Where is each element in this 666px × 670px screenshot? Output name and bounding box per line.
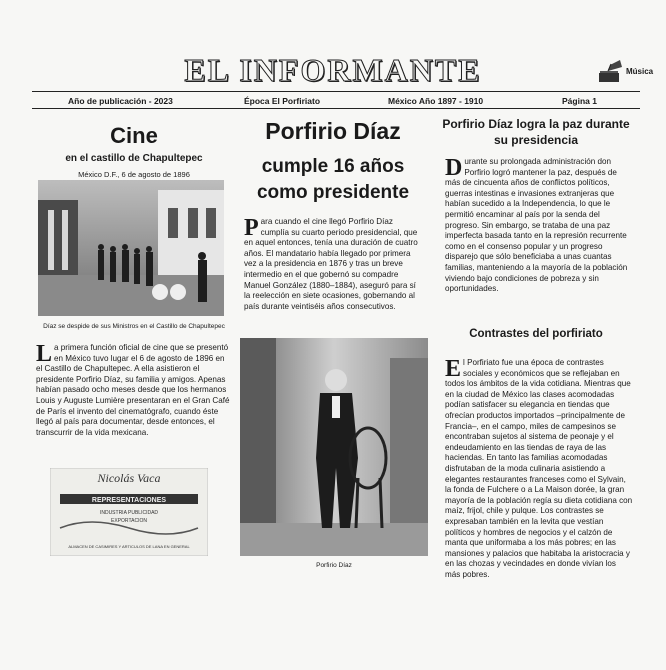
cine-dropcap: L	[36, 341, 53, 367]
cine-photo-caption: Díaz se despide de sus Ministros en el Castillo de Chapultepec	[43, 323, 225, 330]
ticket-banner: REPRESENTACIONES	[91, 497, 167, 504]
porfirio-dropcap: P	[244, 215, 259, 241]
paz-article	[445, 157, 633, 295]
masthead-title: EL INFORMANTE	[184, 52, 482, 88]
ticket-signature: Nicolás Vaca	[97, 471, 161, 485]
porfirio-title: Porfirio Díaz	[265, 118, 401, 144]
info-bar	[32, 96, 640, 106]
bottom-rule	[32, 108, 640, 109]
porfirio-portrait-photo	[240, 338, 428, 556]
cine-dateline: México D.F., 6 de agosto de 1896	[78, 170, 190, 179]
ticket-footer: ALMACEN DE CASIMIRES Y ARTICULOS DE LANA EN GENERAL	[68, 544, 190, 549]
paz-body: urante su prolongada administración don Porfirio logró mantener la paz, después de más de cincuenta años de conflictos políticos, guerras intestinas e invasiones extranjeras que habían sucedido a la Independencia, lo que le permitió encaminar al país por la senda del progreso. Sin embargo, se trataba de una paz imperfecta basada tanto en la represión recurrente como en el consenso popular y un progreso disparejo que sólo beneficiaba a unas cuantas familias, manteniendo a la mayoría de la población viviendo bajo condiciones de pobreza y sin oportunidades.	[445, 157, 628, 294]
cine-article	[36, 343, 230, 438]
music-button[interactable]	[598, 58, 658, 84]
porfirio-article	[244, 217, 420, 312]
info-place: México Año 1897 - 1910	[388, 96, 484, 106]
ticket-line2: INDUSTRIA PUBLICIDAD	[99, 510, 159, 516]
info-year: Año de publicación - 2023	[68, 96, 173, 106]
ticket-line3: EXPORTACION	[111, 518, 147, 524]
top-rule	[32, 91, 640, 92]
porfirio-body: ara cuando el cine llegó Porfirio Díaz cumplía su cuarto periodo presidencial, que en aquel entonces, tenía una duración de cuatro años. El mandatario había llegado por primera vez a la presidencia en 1876 y tras un breve intermedio en el que gobernó su compadre Manuel González (1880–1884), aseguró para sí la reelección en siete ocasiones, gobernando al país durante veintiséis años consecutivos.	[244, 217, 418, 311]
chapultepec-photo	[38, 180, 224, 316]
vintage-ticket-image	[50, 468, 208, 556]
cine-title: Cine	[110, 123, 158, 148]
info-epoch: Época El Porfiriato	[244, 96, 321, 106]
music-label: Música	[626, 66, 654, 76]
paz-dropcap: D	[445, 155, 463, 181]
cine-subtitle: en el castillo de Chapultepec	[65, 153, 203, 164]
porfirio-subtitle: cumple 16 años como presidente	[256, 156, 410, 203]
contrastes-article	[445, 358, 633, 580]
contrastes-title: Contrastes del porfiriato	[469, 328, 603, 340]
contrastes-dropcap: E	[445, 356, 462, 382]
cine-body: a primera función oficial de cine que se presentó en México tuvo lugar el 6 de agosto de 1896 en el Castillo de Chapultepec. A ella asistieron el presidente Porfirio Díaz, su familia y amigos. Apenas habían pasado ocho meses desde que los hermanos Louis y Auguste Lumière presentaran en el Gran Café de París el invento del cinematógrafo, cuando éste llegó al país para documentar, desde entonces, el transcurrir de la vida mexicana.	[36, 343, 230, 437]
gramophone-icon	[598, 59, 624, 83]
paz-title: Porfirio Díaz logra la paz durante su presidencia	[442, 117, 630, 147]
info-page: Página 1	[562, 96, 597, 106]
contrastes-body: l Porfiriato fue una época de contrastes sociales y económicos que se reflejaban en todos los ámbitos de la vida cotidiana. Mientras que en la ciudad de México las clases acomodadas podían satisfacer su elegancia en tiendas que ofrecían productos importados –principalmente de Francia–, en el campo, miles de campesinos se encontraban sujetos al sistema de peonaje y el endeudamiento en las tiendas de raya de las haciendas. En tanto las familias acomodadas disfrutaban de la moda culinaria asistiendo a elegantes restaurantes franceses como el Sylvain, la fonda de Fulchere o a La Maison dorée, la gran mayoría de la población regía su dieta cotidiana con maíz, frijol, chile y pulque. Los contrastes se expresaban también en la levita que vestían políticos y hombres de negocios y el calzón de manta que uniformaba a los más pobres; en las mansiones y palacios que habitaba la aristocracia y en las chozas y vecindades en donde vivían los más pobres.	[445, 358, 633, 579]
porfirio-photo-caption: Porfirio Díaz	[316, 562, 352, 569]
